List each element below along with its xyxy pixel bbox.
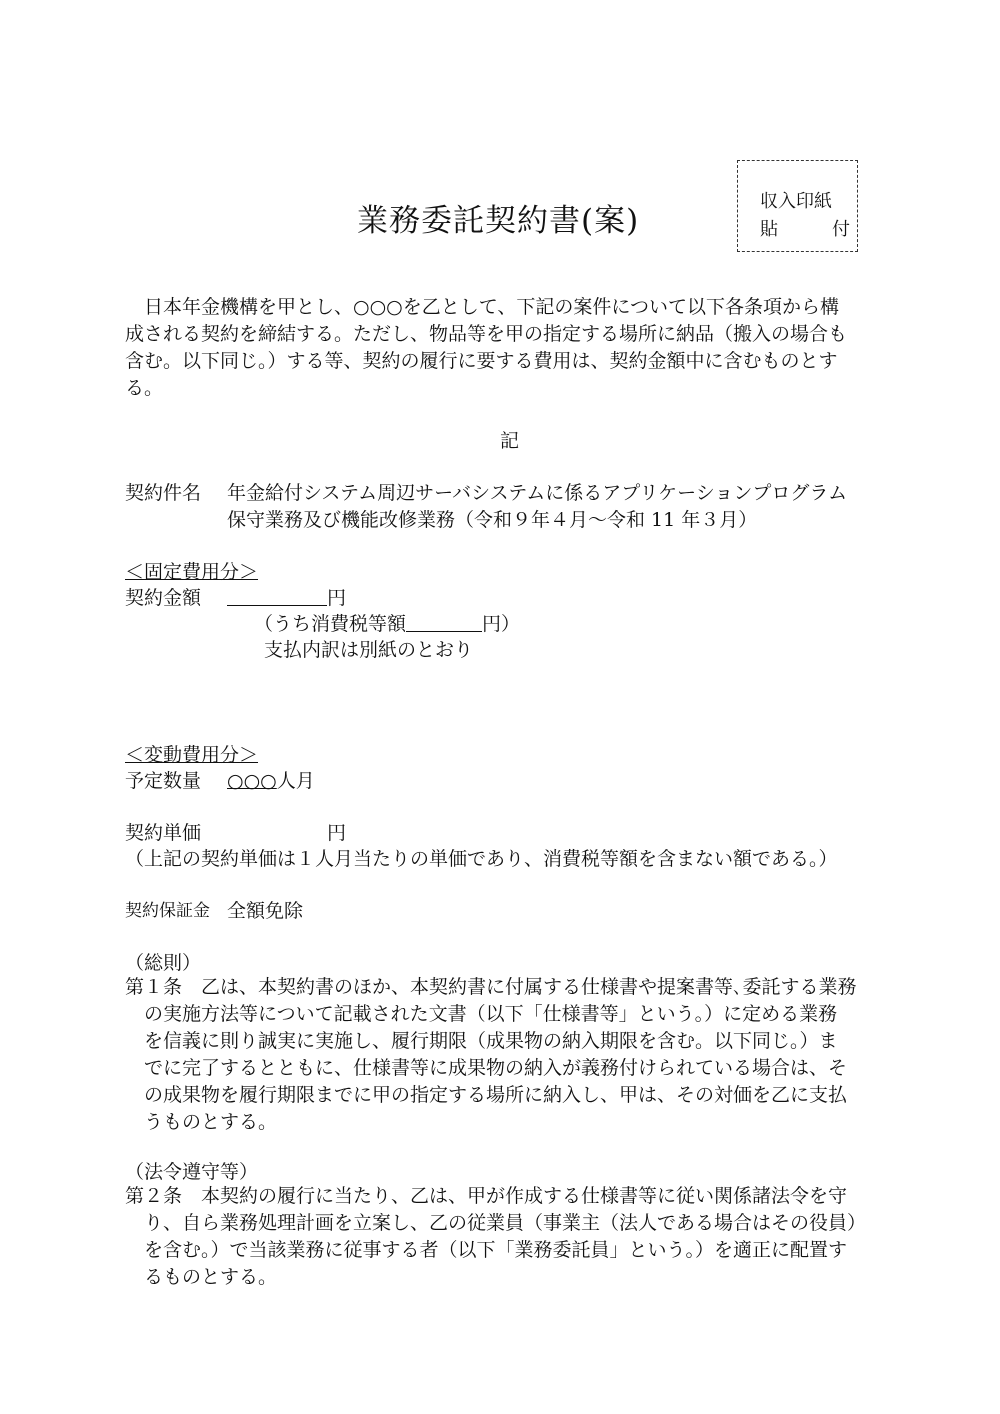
stamp-affix-char-1: 貼 (760, 219, 778, 240)
contract-amount-label: 契約金額 (125, 587, 202, 609)
stamp-label: 収入印紙 (760, 191, 832, 212)
contract-name-line1: 年金給付システム周辺サーバシステムに係るアプリケーションプログラム (227, 482, 848, 504)
intro-line: 含む。以下同じ。）する等、契約の履行に要する費用は、契約金額中に含むものとす (125, 350, 838, 372)
article1-line: うものとする。 (144, 1111, 278, 1133)
contract-deposit-value: 全額免除 (227, 900, 304, 922)
payment-breakdown-note: 支払内訳は別紙のとおり (264, 639, 474, 661)
stamp-affix-label (760, 215, 850, 241)
article2-line: を含む。）で当該業務に従事する者（以下「業務委託員」という。）を適正に配置す (144, 1239, 848, 1261)
article1-body (125, 974, 857, 1136)
contract-amount-field (227, 583, 346, 610)
tax-suffix: 円） (482, 613, 521, 635)
fixed-cost-heading: ＜固定費用分＞ (125, 561, 259, 583)
contract-name-line2: 保守業務及び機能改修業務（令和９年４月～令和 11 年３月） (227, 509, 758, 531)
contract-deposit-label: 契約保証金 (125, 901, 210, 921)
article2-heading: （法令遵守等） (125, 1161, 259, 1183)
article1-line: 第１条 乙は、本契約書のほか、本契約書に付属する仕様書や提案書等､委託する業務 (125, 976, 857, 998)
intro-line: 成される契約を締結する。ただし、物品等を甲の指定する場所に納品（搬入の場合も (125, 323, 848, 345)
article1-line: の成果物を履行期限までに甲の指定する場所に納入し、甲は、その対価を乙に支払 (144, 1084, 848, 1106)
variable-cost-heading: ＜変動費用分＞ (125, 744, 259, 766)
article2-line: 第２条 本契約の履行に当たり、乙は、甲が作成する仕様書等に従い関係諸法令を守 (125, 1185, 848, 1207)
article2-body (125, 1183, 866, 1291)
unit-price-note: （上記の契約単価は１人月当たりの単価であり、消費税等額を含まない額である。） (125, 848, 838, 870)
amount-blank-line (227, 587, 327, 606)
article1-line: を信義に則り誠実に実施し、履行期限（成果物の納入期限を含む。以下同じ。）ま (144, 1030, 838, 1052)
planned-quantity-label: 予定数量 (125, 770, 202, 792)
planned-quantity-field (227, 766, 315, 793)
article2-line: り、自ら業務処理計画を立案し、乙の従業員（事業主（法人である場合はその役員） (144, 1212, 867, 1234)
amount-yen: 円 (327, 587, 347, 609)
revenue-stamp-box (737, 160, 858, 252)
intro-paragraph (125, 294, 847, 402)
ki-heading: 記 (500, 430, 520, 452)
intro-line: 日本年金機構を甲とし、○○○を乙として、下記の案件について以下各条項から構 (144, 296, 839, 318)
unit-price-yen: 円 (327, 822, 347, 844)
tax-blank-line (406, 613, 482, 632)
planned-quantity-unit: 人月 (276, 770, 315, 792)
article1-line: の実施方法等について記載された文書（以下「仕様書等」という。）に定める業務 (144, 1003, 838, 1025)
article1-heading: （総則） (125, 952, 202, 974)
document-title: 業務委託契約書(案) (357, 203, 640, 239)
planned-quantity-value: ○○○ (227, 770, 277, 792)
intro-line: る。 (125, 377, 164, 399)
tax-amount-field (254, 609, 520, 636)
stamp-affix-char-2: 付 (832, 219, 850, 240)
contract-name-label: 契約件名 (125, 482, 202, 504)
article2-line: るものとする。 (144, 1266, 278, 1288)
tax-prefix: （うち消費税等額 (254, 613, 407, 635)
article1-line: でに完了するとともに、仕様書等に成果物の納入が義務付けられている場合は、そ (144, 1057, 848, 1079)
unit-price-label: 契約単価 (125, 822, 202, 844)
